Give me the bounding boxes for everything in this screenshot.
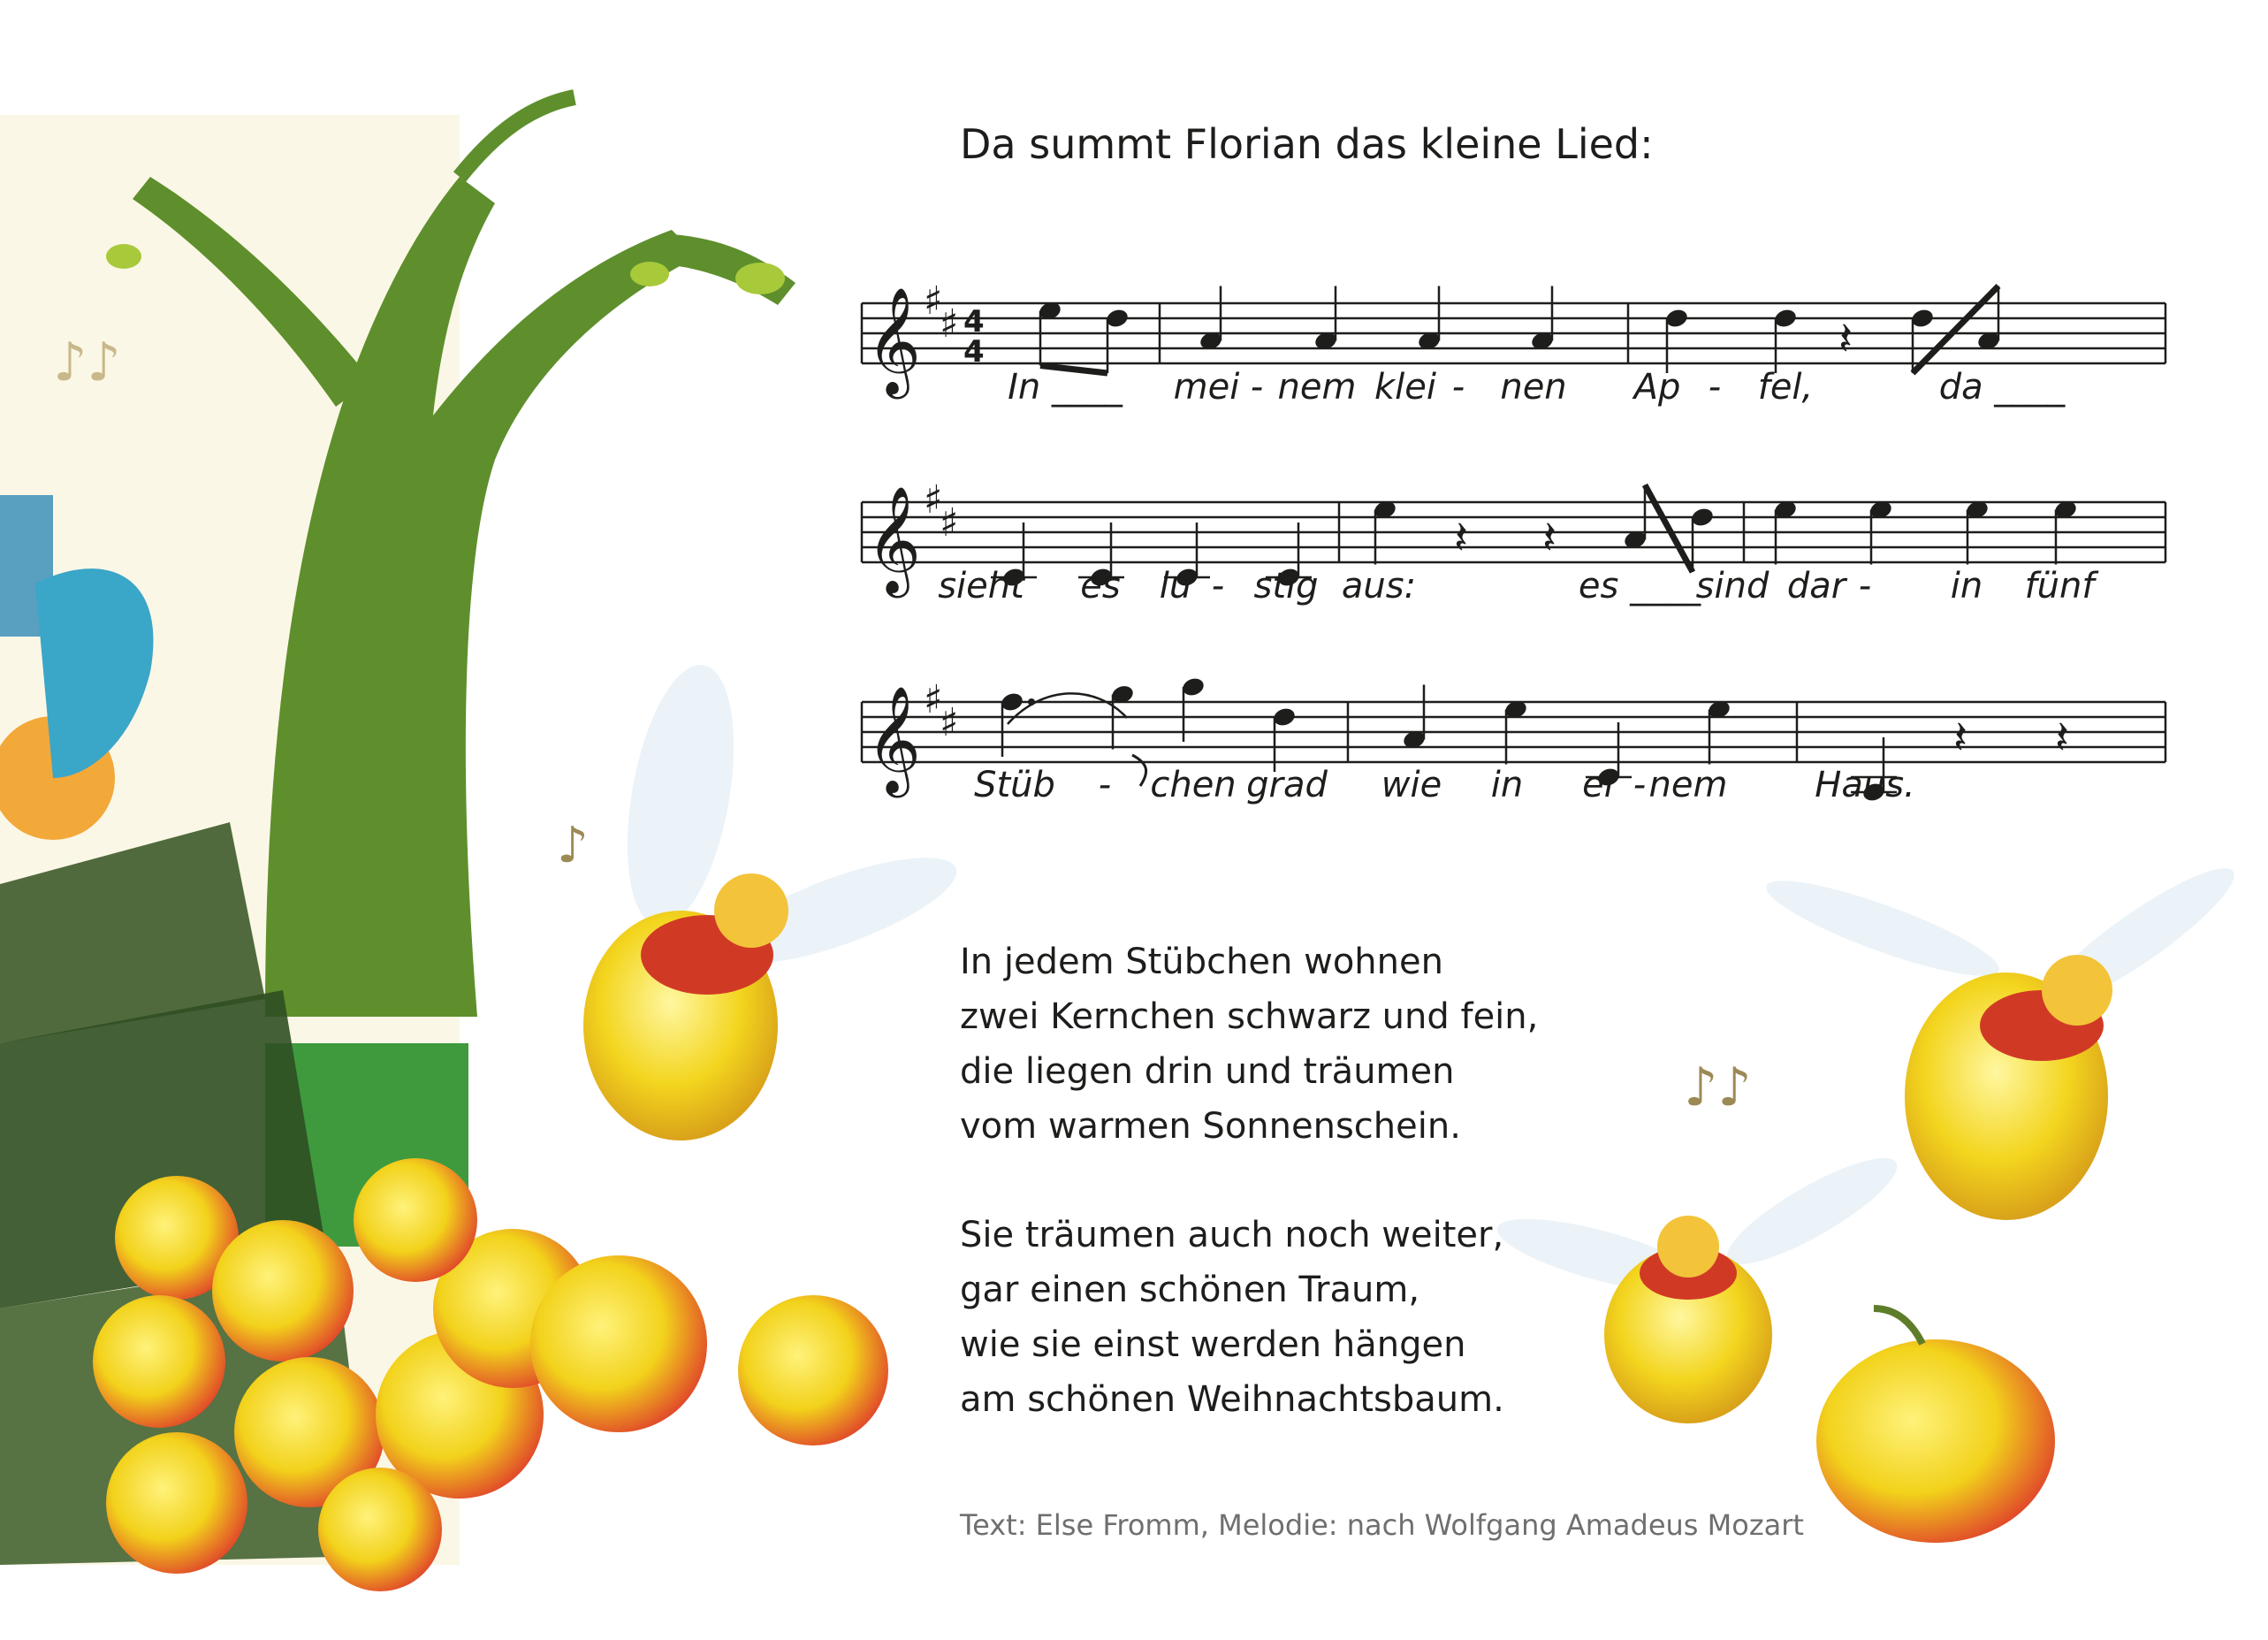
lyric-syllable: sind: [1695, 566, 1769, 606]
lyric-syllable: lu: [1159, 566, 1192, 606]
lyric-syllable: nem: [1277, 367, 1357, 408]
lyric-syllable: fünf: [2024, 566, 2095, 606]
quarter-rest-icon: 𝄽: [1542, 512, 1556, 565]
stanza-line: die liegen drin und träumen: [960, 1051, 1455, 1092]
lyric-syllable: Ap: [1633, 367, 1681, 408]
stanza-2: [960, 1208, 1504, 1427]
lyric-syllable: grad: [1246, 765, 1328, 805]
music-mark-icon: ♪: [557, 817, 589, 874]
lyric-syllable: klei: [1374, 367, 1436, 408]
beam: [1913, 286, 1998, 374]
lyric-syllable: ei: [1582, 765, 1614, 805]
quarter-rest-icon: 𝄽: [1838, 313, 1853, 366]
lyric-syllable: chen: [1150, 765, 1237, 805]
lyric-syllable: aus:: [1341, 566, 1417, 606]
lyric-syllable: mei: [1173, 367, 1240, 408]
lyric-syllable: in: [1950, 566, 1983, 606]
stanza-line: vom warmen Sonnenschein.: [960, 1106, 1461, 1147]
music-mark-icon: ♪♪: [1684, 1056, 1752, 1118]
stanza-line: gar einen schönen Traum,: [960, 1270, 1420, 1310]
lyric-syllable: da ____: [1938, 367, 2066, 408]
stanza-line: Sie träumen auch noch weiter,: [960, 1215, 1504, 1255]
lyric-syllable: in: [1490, 765, 1524, 805]
lyric-syllable: wie: [1381, 765, 1442, 805]
stanza-1: [960, 934, 1538, 1154]
lyric-syllable: dar: [1786, 566, 1846, 606]
lyric-syllable: -: [1708, 367, 1722, 408]
lyric-syllable: fel,: [1757, 367, 1814, 408]
stanza-line: In jedem Stübchen wohnen: [960, 942, 1443, 982]
lyric-syllable: -: [1250, 367, 1264, 408]
quarter-rest-icon: 𝄽: [2055, 712, 2069, 765]
treble-clef-icon: 𝄞: [866, 485, 922, 593]
treble-clef-icon: 𝄞: [866, 685, 922, 793]
tie: [1008, 693, 1127, 724]
lyric-syllable: -: [1451, 367, 1465, 408]
treble-clef-icon: 𝄞: [866, 286, 922, 394]
sharp-icon: ♯: [924, 677, 943, 722]
stanza-line: zwei Kernchen schwarz und fein,: [960, 996, 1539, 1037]
sharp-icon: ♯: [940, 301, 959, 347]
music-mark-icon: ♪♪: [53, 332, 121, 393]
sharp-icon: ♯: [924, 278, 943, 324]
lyric-syllable: In ____: [1008, 367, 1123, 408]
lyric-syllable: Haus.: [1815, 765, 1915, 805]
lyric-syllable: es ____: [1578, 566, 1701, 606]
lyric-syllable: -: [1098, 765, 1112, 805]
stanza-line: wie sie einst werden hängen: [960, 1324, 1466, 1365]
flag: [1132, 755, 1146, 786]
beam: [1645, 485, 1693, 573]
intro-text: Da summt Florian das kleine Lied:: [960, 120, 1654, 168]
time-signature-bottom: 4: [963, 334, 985, 370]
sharp-icon: ♯: [940, 500, 959, 545]
lyric-syllable: sieht: [938, 566, 1024, 606]
lyric-syllable: Stüb: [974, 765, 1055, 805]
sharp-icon: ♯: [940, 700, 959, 745]
lyric-syllable: -: [1211, 566, 1225, 606]
lyric-syllable: -: [1858, 566, 1872, 606]
sharp-icon: ♯: [924, 477, 943, 523]
quarter-rest-icon: 𝄽: [1953, 712, 1967, 765]
music-systems: [862, 278, 2165, 804]
lyric-syllable: nen: [1500, 367, 1567, 408]
lyric-syllable: stig: [1253, 566, 1319, 606]
time-signature-top: 4: [963, 304, 985, 339]
lyric-syllable: es: [1080, 566, 1121, 606]
stanza-line: am schönen Weihnachtsbaum.: [960, 1379, 1504, 1420]
quarter-rest-icon: 𝄽: [1454, 512, 1468, 565]
lyric-syllable: nem: [1648, 765, 1728, 805]
lyric-syllable: -: [1633, 765, 1647, 805]
credit-line: Text: Else Fromm, Melodie: nach Wolfgang Amadeus Mozart: [960, 1508, 1804, 1542]
